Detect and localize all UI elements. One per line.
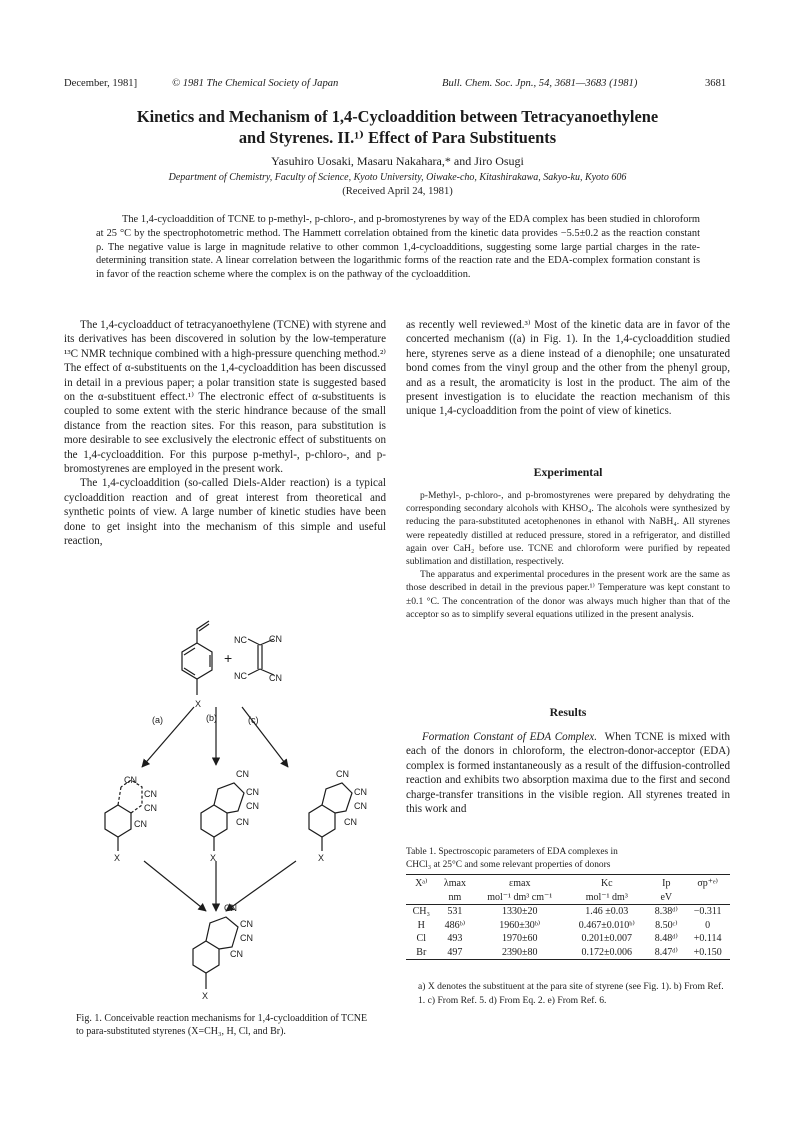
table-cell: 1.46 ±0.03 [585,906,629,917]
column-header: Xᵃ⁾ [415,878,428,889]
table-cell: 0 [705,919,711,931]
table-row [406,932,730,946]
unit-cell: mol⁻¹ dm³ cm⁻¹ [487,891,553,903]
article-title-line2: and Styrenes. II.¹⁾ Effect of Para Substituents [238,128,557,147]
right-column-text [406,318,730,419]
int-c-cn-1: CN [336,769,349,779]
unit-cell: mol⁻¹ dm³ [585,891,628,903]
column-header: λmax [443,878,466,889]
affiliation: Department of Chemistry, Faculty of Science, Kyoto University, Oiwake-cho, Kitashirakawa, Sakyo-ku, Kyoto 606 [168,172,627,183]
int-b-x: X [210,853,217,863]
column-header: εmax [509,878,531,889]
table-cell: 497 [447,946,463,958]
path-label-b: (b) [206,713,217,723]
column-header: Kc [600,878,613,889]
experimental-paragraph-2: The apparatus and experimental procedures in the present work are the same as those described in detail in the previous paper.¹⁾ Temperature was kept constant to ±0.1 °C. The concentration of the donor was always much higher than that of the acceptor so as to simplify several equations utilized in the present analysis. [406,569,730,620]
table-cell: 8.48ᵈ⁾ [654,933,678,944]
int-a-cn-2: CN [144,789,157,799]
table-cell: 8.50ᶜ⁾ [655,919,678,931]
article-title-line1: Kinetics and Mechanism of 1,4-Cycloaddition between Tetracyanoethylene [136,107,659,126]
table-cell: 0.201±0.007 [581,933,633,944]
product-cn-3: CN [240,933,253,943]
plus-sign: + [224,650,233,666]
figure-caption: Fig. 1. Conceivable reaction mechanisms for 1,4-cycloaddition of TCNE to para-substituted styrenes (X=CH₃, H, Cl, and Br). [76,1013,368,1037]
left-column-text [64,318,386,549]
table-cell: CH₃ [412,906,430,917]
int-b-cn-1: CN [236,769,249,779]
table-cell: +0.150 [693,946,722,958]
unit-cell [685,891,730,905]
tcne-cn-top: CN [269,634,282,644]
styrene-benzene-ring [182,643,212,679]
table-row [406,946,730,960]
reaction-scheme-figure [64,615,394,1020]
int-c-x: X [318,853,325,863]
path-label-a: (a) [152,715,163,725]
table-cell: Br [416,946,427,958]
table-caption-line2: CHCl₃ at 25°C and some relevant properties of donors [406,859,611,870]
int-c-cn-4: CN [344,817,357,827]
table-cell: 2390±80 [501,946,538,958]
unit-cell: eV [660,891,673,903]
table-cell: 0.172±0.006 [581,946,633,958]
table-cell: H [417,919,425,931]
int-b-cn-2: CN [246,787,259,797]
int-a-x: X [114,853,121,863]
table-cell: 8.47ᵈ⁾ [654,946,678,958]
path-label-c: (c) [248,715,259,725]
results-subheading: Formation Constant of EDA Complex. [422,731,597,743]
column-header: σp⁺ᵉ⁾ [697,878,719,889]
table-row [406,919,730,933]
experimental-paragraph-1: p-Methyl-, p-chloro-, and p-bromostyrenes were prepared by dehydrating the corresponding secondary alcohols with KHSO₄. The alcohols were synthesized by reducing the para-substituted acetophenones in ethanol with NaBH₄. All styrenes were repeatedly distilled at reduced pressure, stored in a refrigerator, and distilled again over CaH₂ before use. TCNE and chloroform were purified by repeated sublimation and distillation, respectively. [406,490,730,568]
int-b-cn-4: CN [236,817,249,827]
table-cell: 531 [447,906,463,917]
results-paragraph: When TCNE is mixed with each of the donors in chloroform, the electron-donor-acceptor (EDA) complex is formed instantaneously as a result of the diffusion-controlled reaction and exhibits two absorption maxima due to the first and second charge-transfer transitions in the visible region. All styrenes treated in this work and [406,731,731,816]
tcne-nc-top: NC [234,635,247,645]
int-a-cn-1: CN [124,775,137,785]
arrow-a-to-product [144,861,206,911]
table-caption-line1: Table 1. Spectroscopic parameters of EDA complexes in [406,847,618,857]
header-journal: Bull. Chem. Soc. Jpn., 54, 3681—3683 (1981) [442,78,638,89]
product-cn-2: CN [240,919,253,929]
experimental-heading: Experimental [533,465,603,479]
spectroscopic-parameters-table [406,877,730,960]
abstract-text: The 1,4-cycloaddition of TCNE to p-methyl-, p-chloro-, and p-bromostyrenes by way of the EDA complex has been studied in chloroform at 25 °C by the spectrophotometric method. The Hammett correlation obtained from the kinetic data provides −5.5±0.2 as the reaction constant ρ. The negative value is large in magnitude relative to other common 1,4-cycloadditions, suggesting some large partial charges in the rate-determining transition state. A linear correlation between the logarithmic forms of the reaction rate and the EDA-complex formation constant is in favor of the reaction scheme where the complex is on the pathway of the cycloaddition. [96,214,700,281]
intro-paragraph-1: The 1,4-cycloadduct of tetracyanoethylene (TCNE) with styrene and its derivatives has been discovered in solution by the low-temperature ¹³C NMR technique combined with a high-pressure quenching method.²⁾ The effect of α-substituents on the 1,4-cycloaddition has been discussed in detail in a previous paper; a polar transition state is suggested based on the α-substituent effect.¹⁾ The electronic effect of α-substituents is coupled to some extent with the steric hindrance because of the small distance from the reaction sites. For this reason, para substitution is more desirable to see exclusively the electronic effect of substituents on the 1,4-cycloaddition. For this purpose p-methyl-, p-chloro-, and p-bromostyrenes are employed in the present work. [64,319,386,476]
product-cn-1: CN [224,903,237,913]
results-section [406,730,730,816]
int-c-cn-3: CN [354,801,367,811]
substituent-x-label: X [195,699,202,709]
table-cell: 0.467±0.010ᵇ⁾ [578,919,635,931]
table-cell: 493 [447,933,463,944]
column-header: Ip [662,878,671,889]
table-row [406,905,730,919]
table-cell: −0.311 [693,906,722,917]
table-cell: 8.38ᵈ⁾ [654,906,678,917]
table-header-row [406,877,730,891]
cycloadduct-ring [193,941,219,973]
int-a-cn-3: CN [144,803,157,813]
int-b-cn-3: CN [246,801,259,811]
vinyl-group [197,621,209,643]
table-cell: Cl [416,933,426,944]
results-heading: Results [549,705,587,719]
intermediate-c-ring [309,805,335,837]
table-top-rule [406,874,730,875]
intermediate-b-ring [201,805,227,837]
header-page-number: 3681 [705,78,727,89]
table-cell: 1960±30ᵇ⁾ [499,919,541,931]
int-c-cn-2: CN [354,787,367,797]
int-a-cn-4: CN [134,819,147,829]
header-date: December, 1981] [64,78,138,89]
intro-paragraph-continued: as recently well reviewed.³⁾ Most of the kinetic data are in favor of the concerted mechanism ((a) in Fig. 1). In the 1,4-cycloaddition studied here, styrenes serve as a diene instead of a dienophile; one unsaturated bond comes from the vinyl group and the other from the phenyl group, and as a result, the aromaticity is lost in the product. The aim of the present investigation is to elucidate the reaction mechanism of this unique 1,4-cycloaddition from the point of view of kinetics. [406,319,730,418]
table-cell: 1330±20 [501,906,538,917]
table-caption [406,846,730,871]
table-cell: 1970±60 [501,933,538,944]
experimental-section [406,489,730,621]
unit-cell: nm [448,891,462,903]
tcne-nc-bottom: NC [234,671,247,681]
product-x: X [202,991,209,1001]
arrow-path-a [142,707,194,767]
product-cn-4: CN [230,949,243,959]
table-footnote: a) X denotes the substituent at the para site of styrene (see Fig. 1). b) From Ref. 1. c) From Ref. 5. d) From Eq. 2. e) From Ref. 6. [418,981,724,1006]
tcne-cn-bottom: CN [269,673,282,683]
intermediate-a-ring [105,805,131,837]
abstract [96,213,700,282]
unit-cell [406,891,437,905]
header-copyright: © 1981 The Chemical Society of Japan [172,78,339,89]
table-units-row [406,891,730,905]
authors: Yasuhiro Uosaki, Masaru Nakahara,* and Jiro Osugi [271,154,524,168]
table-cell: 486ᵇ⁾ [444,919,466,931]
received-date: (Received April 24, 1981) [342,186,453,197]
intro-paragraph-2: The 1,4-cycloaddition (so-called Diels-Alder reaction) is a typical cycloaddition reaction and of great interest from theoretical and synthetic points of view. A large number of kinetic studies have been done to get insight into the mechanism of this simple and useful reaction, [64,477,386,548]
table-cell: +0.114 [693,933,722,944]
